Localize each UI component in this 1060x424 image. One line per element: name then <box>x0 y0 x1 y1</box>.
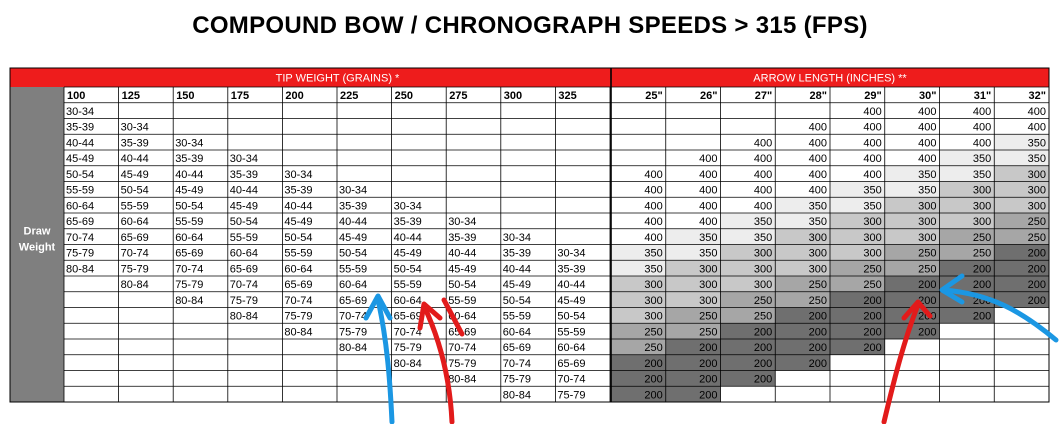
draw-weight-label: Draw <box>23 225 51 238</box>
spine-value-cell: 400 <box>753 184 773 197</box>
tip-weight-cell: 40-44 <box>339 216 368 228</box>
spine-value-cell: 250 <box>808 294 827 307</box>
tip-weight-column-header: 175 <box>230 90 250 102</box>
spine-value-cell: 400 <box>1027 121 1046 134</box>
tip-weight-cell: 50-54 <box>339 247 368 260</box>
tip-weight-cell: 50-54 <box>448 279 477 291</box>
spine-value-cell: 300 <box>699 279 718 291</box>
spine-value-cell: 200 <box>808 310 827 323</box>
spine-value-cell: 250 <box>808 279 827 291</box>
tip-weight-cell: 65-69 <box>120 231 149 244</box>
tip-weight-header: TIP WEIGHT (GRAINS) * <box>275 72 400 85</box>
tip-weight-cell: 60-64 <box>120 216 149 228</box>
spine-value-cell: 400 <box>863 153 882 165</box>
tip-weight-cell: 40-44 <box>502 263 531 276</box>
spine-value-cell: 400 <box>699 184 718 197</box>
tip-weight-cell: 40-44 <box>66 137 95 150</box>
tip-weight-cell: 55-59 <box>448 294 477 307</box>
tip-weight-cell: 75-79 <box>120 263 149 276</box>
spine-value-cell: 400 <box>863 137 882 150</box>
spine-value-cell: 200 <box>972 279 992 291</box>
spine-value-cell: 350 <box>808 200 827 213</box>
tip-weight-cell: 70-74 <box>339 310 368 323</box>
spine-value-cell: 200 <box>808 342 827 354</box>
tip-weight-cell: 40-44 <box>284 200 313 213</box>
tip-weight-cell: 60-64 <box>66 200 95 213</box>
tip-weight-column-header: 225 <box>340 90 359 102</box>
tip-weight-cell: 50-54 <box>284 231 313 244</box>
tip-weight-cell: 30-34 <box>66 105 95 118</box>
tip-weight-cell: 30-34 <box>393 200 422 213</box>
spine-value-cell: 200 <box>808 357 827 370</box>
tip-weight-cell: 50-54 <box>229 216 258 228</box>
arrow-length-column-header: 28" <box>809 90 827 102</box>
tip-weight-cell: 65-69 <box>557 357 586 370</box>
spine-value-cell: 200 <box>863 326 882 339</box>
spine-value-cell: 350 <box>753 231 773 244</box>
tip-weight-cell: 55-59 <box>557 326 586 339</box>
spine-value-cell: 400 <box>918 121 937 134</box>
spine-value-cell: 400 <box>753 168 773 181</box>
tip-weight-cell: 65-69 <box>66 216 95 228</box>
tip-weight-cell: 80-84 <box>284 326 313 339</box>
spine-value-cell: 300 <box>644 294 663 307</box>
tip-weight-cell: 80-84 <box>339 342 368 354</box>
spine-value-cell: 300 <box>644 310 663 323</box>
spine-value-cell: 200 <box>1027 279 1046 291</box>
spine-value-cell: 200 <box>644 373 663 386</box>
tip-weight-cell: 70-74 <box>175 263 204 276</box>
spine-value-cell: 300 <box>808 247 827 260</box>
tip-weight-cell: 65-69 <box>448 326 477 339</box>
tip-weight-cell: 55-59 <box>66 184 95 197</box>
tip-weight-cell: 30-34 <box>284 168 313 181</box>
tip-weight-cell: 70-74 <box>284 294 313 307</box>
spine-value-cell: 400 <box>699 200 718 213</box>
spine-value-cell: 400 <box>808 153 827 165</box>
arrow-length-column-header: 32" <box>1028 90 1046 102</box>
spine-value-cell: 300 <box>753 279 773 291</box>
tip-weight-cell: 35-39 <box>448 231 477 244</box>
tip-weight-cell: 60-64 <box>229 247 258 260</box>
tip-weight-cell: 65-69 <box>175 247 204 260</box>
spine-value-cell: 400 <box>808 137 827 150</box>
spine-value-cell: 400 <box>644 231 663 244</box>
spine-value-cell: 400 <box>918 105 937 118</box>
tip-weight-cell: 60-64 <box>448 310 477 323</box>
tip-weight-cell: 70-74 <box>448 342 477 354</box>
tip-weight-cell: 55-59 <box>339 263 368 276</box>
spine-value-cell: 400 <box>808 184 827 197</box>
spine-value-cell: 400 <box>1027 105 1046 118</box>
spine-value-cell: 350 <box>753 216 773 228</box>
spine-value-cell: 350 <box>644 247 663 260</box>
spine-value-cell: 400 <box>699 153 718 165</box>
tip-weight-cell: 55-59 <box>393 279 422 291</box>
spine-value-cell: 200 <box>1027 294 1046 307</box>
spine-value-cell: 350 <box>863 184 882 197</box>
spine-value-cell: 200 <box>753 357 773 370</box>
tip-weight-cell: 70-74 <box>229 279 258 291</box>
tip-weight-cell: 70-74 <box>557 373 586 386</box>
tip-weight-cell: 35-39 <box>66 121 95 134</box>
spine-value-cell: 400 <box>863 105 882 118</box>
arrow-length-column-header: 25" <box>645 90 663 102</box>
spine-value-cell: 200 <box>1027 263 1046 276</box>
spine-value-cell: 300 <box>863 216 882 228</box>
spine-value-cell: 350 <box>644 263 663 276</box>
spine-value-cell: 250 <box>753 310 773 323</box>
spine-value-cell: 300 <box>972 216 992 228</box>
spine-value-cell: 300 <box>699 294 718 307</box>
spine-value-cell: 200 <box>972 263 992 276</box>
tip-weight-cell: 60-64 <box>339 279 368 291</box>
tip-weight-cell: 30-34 <box>229 153 258 165</box>
spine-value-cell: 400 <box>753 153 773 165</box>
tip-weight-cell: 75-79 <box>339 326 368 339</box>
spine-value-cell: 400 <box>918 137 937 150</box>
spine-value-cell: 400 <box>753 137 773 150</box>
tip-weight-cell: 55-59 <box>284 247 313 260</box>
spine-value-cell: 200 <box>918 279 937 291</box>
spine-value-cell: 300 <box>1027 168 1046 181</box>
spine-value-cell: 250 <box>644 326 663 339</box>
arrow-length-column-header: 30" <box>919 90 937 102</box>
spine-value-cell: 400 <box>644 184 663 197</box>
spine-value-cell: 350 <box>699 247 718 260</box>
spine-value-cell: 300 <box>972 200 992 213</box>
spine-value-cell: 200 <box>972 294 992 307</box>
spine-value-cell: 350 <box>1027 153 1046 165</box>
tip-weight-cell: 60-64 <box>284 263 313 276</box>
tip-weight-cell: 45-49 <box>66 153 95 165</box>
tip-weight-cell: 50-54 <box>502 294 531 307</box>
tip-weight-cell: 80-84 <box>120 279 149 291</box>
tip-weight-cell: 30-34 <box>339 184 368 197</box>
tip-weight-cell: 35-39 <box>502 247 531 260</box>
tip-weight-cell: 65-69 <box>339 294 368 307</box>
tip-weight-cell: 80-84 <box>502 389 531 402</box>
tip-weight-cell: 80-84 <box>229 310 258 323</box>
spine-value-cell: 300 <box>808 231 827 244</box>
spine-value-cell: 400 <box>972 105 992 118</box>
spine-value-cell: 300 <box>863 231 882 244</box>
spine-value-cell: 200 <box>863 342 882 354</box>
tip-weight-column-header: 100 <box>67 90 86 102</box>
tip-weight-cell: 30-34 <box>120 121 149 134</box>
tip-weight-cell: 60-64 <box>393 294 422 307</box>
tip-weight-cell: 75-79 <box>175 279 204 291</box>
tip-weight-cell: 70-74 <box>120 247 149 260</box>
tip-weight-cell: 35-39 <box>175 153 204 165</box>
tip-weight-cell: 60-64 <box>557 342 586 354</box>
spine-value-cell: 200 <box>699 357 718 370</box>
tip-weight-cell: 40-44 <box>229 184 258 197</box>
spine-value-cell: 250 <box>644 342 663 354</box>
tip-weight-column-header: 125 <box>121 90 140 102</box>
tip-weight-cell: 45-49 <box>339 231 368 244</box>
tip-weight-cell: 30-34 <box>557 247 586 260</box>
tip-weight-cell: 45-49 <box>448 263 477 276</box>
tip-weight-cell: 75-79 <box>502 373 531 386</box>
spine-value-cell: 200 <box>918 310 937 323</box>
spine-value-cell: 200 <box>753 342 773 354</box>
spine-value-cell: 350 <box>972 168 992 181</box>
spine-value-cell: 300 <box>644 279 663 291</box>
tip-weight-cell: 80-84 <box>393 357 422 370</box>
spine-value-cell: 200 <box>753 326 773 339</box>
spine-value-cell: 400 <box>644 168 663 181</box>
tip-weight-cell: 30-34 <box>448 216 477 228</box>
tip-weight-cell: 65-69 <box>393 310 422 323</box>
tip-weight-cell: 55-59 <box>502 310 531 323</box>
spine-value-cell: 300 <box>918 200 937 213</box>
spine-value-cell: 200 <box>972 310 992 323</box>
spine-value-cell: 200 <box>644 389 663 402</box>
tip-weight-cell: 35-39 <box>557 263 586 276</box>
tip-weight-cell: 45-49 <box>175 184 204 197</box>
tip-weight-cell: 40-44 <box>175 168 204 181</box>
spine-value-cell: 250 <box>753 294 773 307</box>
spine-value-cell: 250 <box>699 310 718 323</box>
tip-weight-cell: 60-64 <box>175 231 204 244</box>
tip-weight-cell: 50-54 <box>393 263 422 276</box>
spine-value-cell: 300 <box>918 231 937 244</box>
tip-weight-cell: 40-44 <box>557 279 586 291</box>
spine-value-cell: 200 <box>1027 247 1046 260</box>
spine-value-cell: 400 <box>753 200 773 213</box>
tip-weight-cell: 45-49 <box>284 216 313 228</box>
spine-value-cell: 250 <box>863 263 882 276</box>
spine-value-cell: 400 <box>699 216 718 228</box>
spine-value-cell: 350 <box>863 200 882 213</box>
spine-value-cell: 200 <box>918 294 937 307</box>
tip-weight-cell: 45-49 <box>557 294 586 307</box>
tip-weight-cell: 75-79 <box>448 357 477 370</box>
spine-value-cell: 250 <box>972 247 992 260</box>
tip-weight-cell: 70-74 <box>66 231 95 244</box>
spine-value-cell: 350 <box>1027 137 1046 150</box>
tip-weight-cell: 55-59 <box>120 200 149 213</box>
spine-value-cell: 250 <box>699 326 718 339</box>
spine-value-cell: 350 <box>699 231 718 244</box>
tip-weight-cell: 30-34 <box>175 137 204 150</box>
arrow-length-column-header: 27" <box>754 90 773 102</box>
spine-value-cell: 350 <box>808 216 827 228</box>
arrow-length-column-header: 31" <box>973 90 992 102</box>
spine-value-cell: 300 <box>863 247 882 260</box>
spine-value-cell: 300 <box>1027 184 1046 197</box>
spine-value-cell: 250 <box>918 247 937 260</box>
spine-value-cell: 200 <box>644 357 663 370</box>
spine-value-cell: 400 <box>808 121 827 134</box>
tip-weight-column-header: 325 <box>558 90 577 102</box>
arrow-length-column-header: 26" <box>700 90 718 102</box>
tip-weight-column-header: 275 <box>449 90 468 102</box>
spine-value-cell: 200 <box>863 294 882 307</box>
spine-value-cell: 200 <box>699 342 718 354</box>
tip-weight-cell: 35-39 <box>393 216 422 228</box>
spine-value-cell: 300 <box>753 263 773 276</box>
tip-weight-cell: 65-69 <box>229 263 258 276</box>
page-title: COMPOUND BOW / CHRONOGRAPH SPEEDS > 315 (FPS) <box>192 12 868 39</box>
spine-value-cell: 250 <box>972 231 992 244</box>
spine-value-cell: 300 <box>699 263 718 276</box>
spine-value-cell: 400 <box>808 168 827 181</box>
tip-weight-cell: 45-49 <box>393 247 422 260</box>
tip-weight-cell: 75-79 <box>66 247 95 260</box>
spine-value-cell: 400 <box>699 168 718 181</box>
tip-weight-cell: 45-49 <box>502 279 531 291</box>
spine-value-cell: 350 <box>918 168 937 181</box>
spine-value-cell: 400 <box>918 153 937 165</box>
spine-value-cell: 200 <box>753 373 773 386</box>
spine-value-cell: 250 <box>918 263 937 276</box>
spine-value-cell: 400 <box>644 216 663 228</box>
spine-value-cell: 400 <box>863 121 882 134</box>
spine-value-cell: 250 <box>1027 216 1046 228</box>
spine-value-cell: 400 <box>972 121 992 134</box>
spine-value-cell: 250 <box>863 279 882 291</box>
spine-value-cell: 400 <box>972 137 992 150</box>
tip-weight-cell: 35-39 <box>339 200 368 213</box>
spine-value-cell: 300 <box>1027 200 1046 213</box>
spine-value-cell: 200 <box>863 310 882 323</box>
tip-weight-cell: 50-54 <box>175 200 204 213</box>
tip-weight-cell: 75-79 <box>229 294 258 307</box>
tip-weight-cell: 60-64 <box>502 326 531 339</box>
tip-weight-cell: 80-84 <box>175 294 204 307</box>
tip-weight-cell: 40-44 <box>120 153 149 165</box>
tip-weight-cell: 35-39 <box>229 168 258 181</box>
tip-weight-cell: 50-54 <box>557 310 586 323</box>
tip-weight-cell: 35-39 <box>120 137 149 150</box>
spine-value-cell: 200 <box>699 373 718 386</box>
tip-weight-cell: 50-54 <box>66 168 95 181</box>
spine-value-cell: 300 <box>918 216 937 228</box>
spine-value-cell: 250 <box>1027 231 1046 244</box>
spine-value-cell: 200 <box>808 326 827 339</box>
draw-weight-label: Weight <box>18 241 56 254</box>
tip-weight-cell: 75-79 <box>284 310 313 323</box>
tip-weight-column-header: 250 <box>394 90 413 102</box>
spine-value-cell: 350 <box>918 184 937 197</box>
arrow-length-header: ARROW LENGTH (INCHES) ** <box>753 72 907 85</box>
tip-weight-cell: 30-34 <box>502 231 531 244</box>
tip-weight-cell: 55-59 <box>229 231 258 244</box>
spine-value-cell: 300 <box>808 263 827 276</box>
tip-weight-column-header: 150 <box>176 90 195 102</box>
tip-weight-cell: 50-54 <box>120 184 149 197</box>
tip-weight-cell: 75-79 <box>557 389 586 402</box>
spine-value-cell: 400 <box>644 200 663 213</box>
tip-weight-cell: 40-44 <box>448 247 477 260</box>
tip-weight-cell: 45-49 <box>229 200 258 213</box>
tip-weight-cell: 70-74 <box>393 326 422 339</box>
tip-weight-cell: 80-84 <box>66 263 95 276</box>
spine-value-cell: 400 <box>863 168 882 181</box>
tip-weight-cell: 65-69 <box>502 342 531 354</box>
tip-weight-cell: 55-59 <box>175 216 204 228</box>
tip-weight-column-header: 300 <box>503 90 523 102</box>
tip-weight-cell: 65-69 <box>284 279 313 291</box>
spine-value-cell: 350 <box>972 153 992 165</box>
tip-weight-cell: 35-39 <box>284 184 313 197</box>
arrow-length-column-header: 29" <box>864 90 882 102</box>
tip-weight-cell: 40-44 <box>393 231 422 244</box>
spine-value-cell: 200 <box>918 326 937 339</box>
tip-weight-cell: 75-79 <box>393 342 422 354</box>
spine-value-cell: 300 <box>753 247 773 260</box>
tip-weight-cell: 70-74 <box>502 357 531 370</box>
spine-value-cell: 200 <box>699 389 718 402</box>
spine-value-cell: 300 <box>972 184 992 197</box>
tip-weight-cell: 80-84 <box>448 373 477 386</box>
tip-weight-column-header: 200 <box>285 90 304 102</box>
tip-weight-cell: 45-49 <box>120 168 149 181</box>
